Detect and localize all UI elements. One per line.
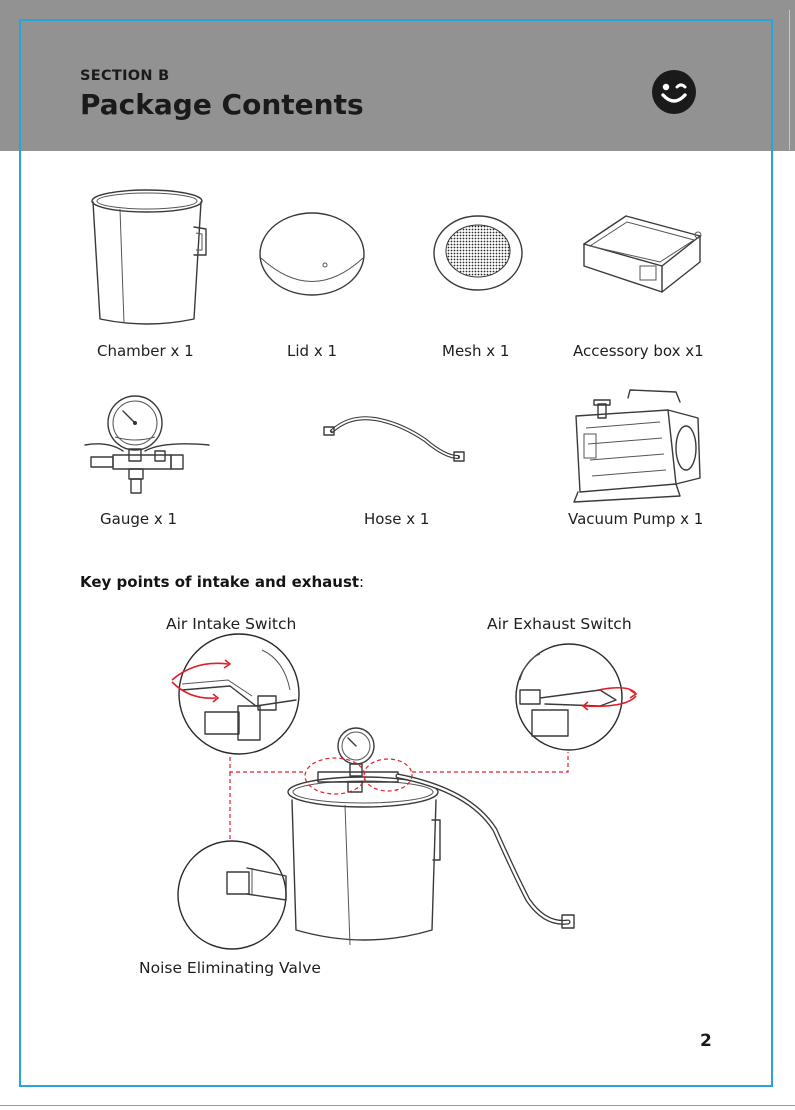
item-label-accessory-box: Accessory box x1 [573,342,704,360]
page-number: 2 [700,1031,712,1051]
item-label-hose: Hose x 1 [364,510,430,528]
section-label: SECTION B [80,68,170,84]
air-intake-label: Air Intake Switch [166,615,297,633]
page-title: Package Contents [80,88,364,121]
noise-valve-label: Noise Eliminating Valve [139,959,321,977]
item-label-vacuum-pump: Vacuum Pump x 1 [568,510,704,528]
key-points-heading-text: Key points of intake and exhaust [80,573,360,591]
item-label-lid: Lid x 1 [287,342,338,360]
item-label-gauge: Gauge x 1 [100,510,178,528]
key-points-heading-colon: : [359,573,365,591]
air-exhaust-label: Air Exhaust Switch [487,615,632,633]
item-label-chamber: Chamber x 1 [97,342,194,360]
item-label-mesh: Mesh x 1 [442,342,510,360]
